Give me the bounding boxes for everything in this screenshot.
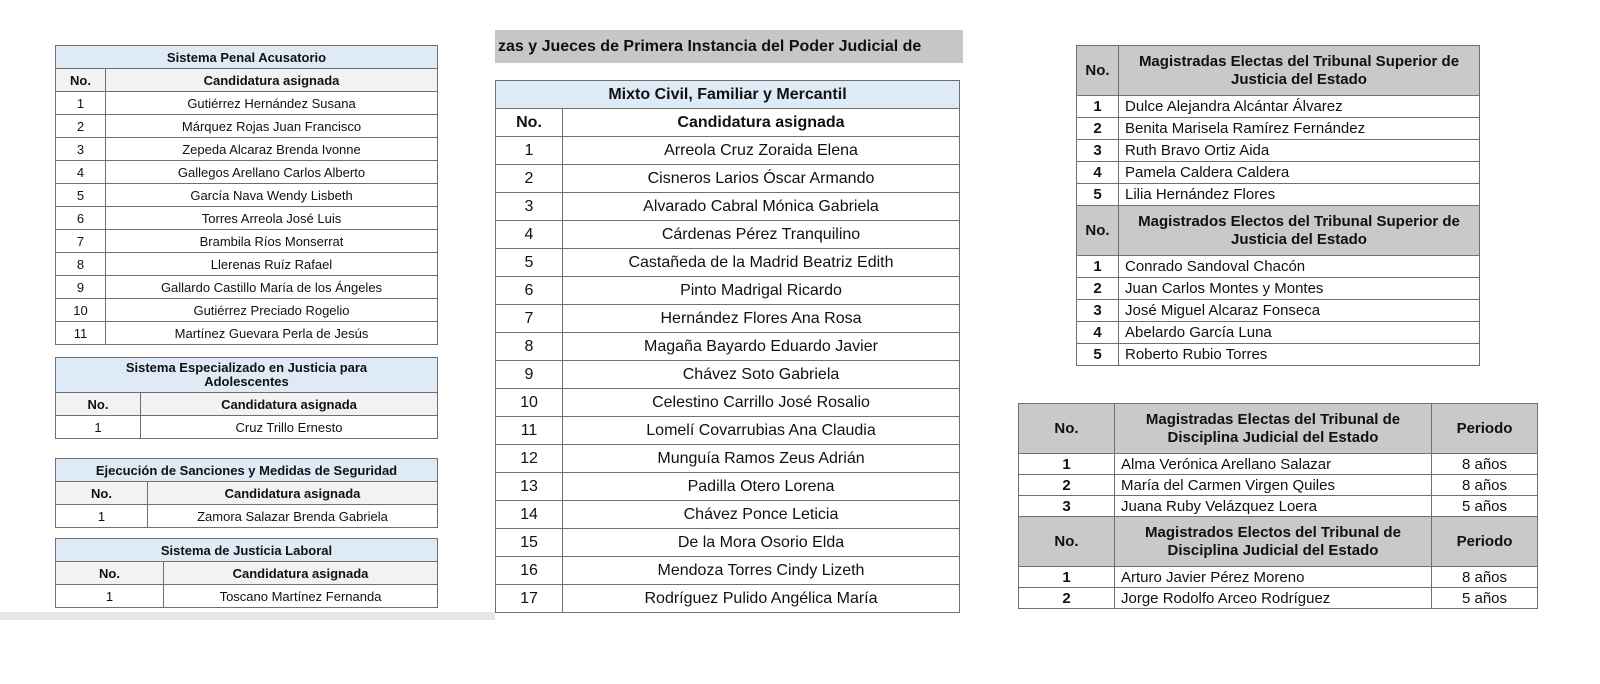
ejecucion-title: Ejecución de Sanciones y Medidas de Seguridad (56, 459, 438, 482)
candidate-name: Chávez Soto Gabriela (563, 361, 960, 389)
row-number: 4 (1077, 162, 1119, 184)
candidate-name: Torres Arreola José Luis (106, 207, 438, 230)
col-name-header: Candidatura asignada (141, 393, 438, 416)
candidate-name: Gallegos Arellano Carlos Alberto (106, 161, 438, 184)
row-number: 16 (496, 557, 563, 585)
candidate-name: María del Carmen Virgen Quiles (1115, 475, 1432, 496)
col-no-header: No. (1077, 46, 1119, 96)
magistradas-tsj-rows (1077, 96, 1480, 206)
candidate-name: Gutiérrez Hernández Susana (106, 92, 438, 115)
table-row (496, 557, 960, 585)
row-number: 10 (496, 389, 563, 417)
candidate-name: Munguía Ramos Zeus Adrián (563, 445, 960, 473)
candidate-name: García Nava Wendy Lisbeth (106, 184, 438, 207)
penal-title: Sistema Penal Acusatorio (56, 46, 438, 69)
magistrados-disciplina-rows (1019, 567, 1538, 609)
table-row (496, 333, 960, 361)
adolescentes-rows (56, 416, 438, 439)
col-no-header: No. (56, 562, 164, 585)
candidate-name: José Miguel Alcaraz Fonseca (1119, 300, 1480, 322)
table-row (496, 137, 960, 165)
row-number: 14 (496, 501, 563, 529)
table-row (1077, 278, 1480, 300)
row-number: 4 (1077, 322, 1119, 344)
magistrados-disciplina-title: Magistrados Electos del Tribunal de Disciplina Judicial del Estado (1115, 517, 1432, 567)
table-row (56, 585, 438, 608)
candidate-name: Juan Carlos Montes y Montes (1119, 278, 1480, 300)
period: 8 años (1432, 454, 1538, 475)
candidate-name: Zepeda Alcaraz Brenda Ivonne (106, 138, 438, 161)
table-row (496, 501, 960, 529)
candidate-name: Pamela Caldera Caldera (1119, 162, 1480, 184)
table-row (56, 416, 438, 439)
period: 8 años (1432, 475, 1538, 496)
candidate-name: Lilia Hernández Flores (1119, 184, 1480, 206)
col-name-header: Candidatura asignada (148, 482, 438, 505)
row-number: 11 (56, 322, 106, 345)
table-row (496, 361, 960, 389)
row-number: 3 (496, 193, 563, 221)
candidate-name: Toscano Martínez Fernanda (164, 585, 438, 608)
candidate-name: Jorge Rodolfo Arceo Rodríguez (1115, 588, 1432, 609)
period: 8 años (1432, 567, 1538, 588)
penal-table (55, 45, 438, 345)
table-row (56, 92, 438, 115)
row-number: 5 (1077, 344, 1119, 366)
table-row (56, 184, 438, 207)
table-row (56, 299, 438, 322)
row-number: 1 (1077, 96, 1119, 118)
table-row (496, 389, 960, 417)
candidate-name: Ruth Bravo Ortiz Aida (1119, 140, 1480, 162)
row-number: 7 (496, 305, 563, 333)
candidate-name: Roberto Rubio Torres (1119, 344, 1480, 366)
table-row (56, 207, 438, 230)
row-number: 3 (1077, 300, 1119, 322)
candidate-name: De la Mora Osorio Elda (563, 529, 960, 557)
table-row (496, 193, 960, 221)
table-row (56, 253, 438, 276)
table-row (56, 505, 438, 528)
table-row (1077, 96, 1480, 118)
col-no-header: No. (496, 109, 563, 137)
col-name-header: Candidatura asignada (563, 109, 960, 137)
row-number: 13 (496, 473, 563, 501)
row-number: 3 (1077, 140, 1119, 162)
table-row (1077, 118, 1480, 140)
candidate-name: Alvarado Cabral Mónica Gabriela (563, 193, 960, 221)
col-no-header: No. (1019, 404, 1115, 454)
row-number: 4 (496, 221, 563, 249)
table-row (1077, 184, 1480, 206)
period: 5 años (1432, 496, 1538, 517)
table-row (496, 249, 960, 277)
candidate-name: Benita Marisela Ramírez Fernández (1119, 118, 1480, 140)
row-number: 9 (56, 276, 106, 299)
table-row (496, 473, 960, 501)
candidate-name: Juana Ruby Velázquez Loera (1115, 496, 1432, 517)
table-row (1077, 344, 1480, 366)
row-number: 8 (496, 333, 563, 361)
adolescentes-table (55, 357, 438, 439)
table-row (56, 230, 438, 253)
magistrados-tsj-rows (1077, 256, 1480, 366)
table-row (1019, 475, 1538, 496)
row-number: 5 (56, 184, 106, 207)
row-number: 1 (56, 416, 141, 439)
candidate-name: Llerenas Ruíz Rafael (106, 253, 438, 276)
table-row (496, 305, 960, 333)
mixto-table (495, 80, 960, 613)
row-number: 2 (1077, 278, 1119, 300)
laboral-table (55, 538, 438, 608)
row-number: 3 (56, 138, 106, 161)
candidate-name: Chávez Ponce Leticia (563, 501, 960, 529)
ejecucion-rows (56, 505, 438, 528)
col-no-header: No. (56, 393, 141, 416)
row-number: 6 (56, 207, 106, 230)
row-number: 2 (56, 115, 106, 138)
table-row (1077, 256, 1480, 278)
tsj-table (1076, 45, 1480, 366)
table-row (1077, 140, 1480, 162)
table-row (56, 161, 438, 184)
row-number: 5 (1077, 184, 1119, 206)
mixto-rows (496, 137, 960, 613)
col-name-header: Candidatura asignada (106, 69, 438, 92)
row-number: 3 (1019, 496, 1115, 517)
col-no-header: No. (1077, 206, 1119, 256)
table-row (1077, 162, 1480, 184)
table-row (1019, 454, 1538, 475)
row-number: 15 (496, 529, 563, 557)
candidate-name: Martínez Guevara Perla de Jesús (106, 322, 438, 345)
magistradas-disciplina-rows (1019, 454, 1538, 517)
laboral-rows (56, 585, 438, 608)
row-number: 1 (496, 137, 563, 165)
candidate-name: Rodríguez Pulido Angélica María (563, 585, 960, 613)
col-name-header: Candidatura asignada (164, 562, 438, 585)
table-row (1077, 300, 1480, 322)
row-number: 12 (496, 445, 563, 473)
candidate-name: Cisneros Larios Óscar Armando (563, 165, 960, 193)
candidate-name: Lomelí Covarrubias Ana Claudia (563, 417, 960, 445)
table-row (496, 529, 960, 557)
penal-rows (56, 92, 438, 345)
table-row (56, 276, 438, 299)
row-number: 1 (1077, 256, 1119, 278)
candidate-name: Conrado Sandoval Chacón (1119, 256, 1480, 278)
col-no-header: No. (56, 69, 106, 92)
magistrados-tsj-title: Magistrados Electos del Tribunal Superior de Justicia del Estado (1119, 206, 1480, 256)
row-number: 10 (56, 299, 106, 322)
candidate-name: Brambila Ríos Monserrat (106, 230, 438, 253)
candidate-name: Márquez Rojas Juan Francisco (106, 115, 438, 138)
row-number: 17 (496, 585, 563, 613)
laboral-title: Sistema de Justicia Laboral (56, 539, 438, 562)
divider (0, 612, 495, 620)
col-no-header: No. (1019, 517, 1115, 567)
table-row (496, 165, 960, 193)
row-number: 11 (496, 417, 563, 445)
candidate-name: Cárdenas Pérez Tranquilino (563, 221, 960, 249)
row-number: 1 (56, 505, 148, 528)
candidate-name: Castañeda de la Madrid Beatriz Edith (563, 249, 960, 277)
table-row (496, 277, 960, 305)
magistradas-tsj-title: Magistradas Electas del Tribunal Superior de Justicia del Estado (1119, 46, 1480, 96)
row-number: 2 (496, 165, 563, 193)
row-number: 1 (56, 585, 164, 608)
candidate-name: Arturo Javier Pérez Moreno (1115, 567, 1432, 588)
row-number: 1 (56, 92, 106, 115)
table-row (1077, 322, 1480, 344)
table-row (496, 417, 960, 445)
row-number: 7 (56, 230, 106, 253)
table-row (496, 585, 960, 613)
candidate-name: Pinto Madrigal Ricardo (563, 277, 960, 305)
row-number: 6 (496, 277, 563, 305)
disciplina-table (1018, 403, 1538, 609)
candidate-name: Padilla Otero Lorena (563, 473, 960, 501)
row-number: 1 (1019, 567, 1115, 588)
col-period-header: Periodo (1432, 404, 1538, 454)
period: 5 años (1432, 588, 1538, 609)
table-row (56, 115, 438, 138)
row-number: 4 (56, 161, 106, 184)
candidate-name: Cruz Trillo Ernesto (141, 416, 438, 439)
col-period-header: Periodo (1432, 517, 1538, 567)
candidate-name: Hernández Flores Ana Rosa (563, 305, 960, 333)
table-row (496, 221, 960, 249)
magistradas-disciplina-title: Magistradas Electas del Tribunal de Disciplina Judicial del Estado (1115, 404, 1432, 454)
candidate-name: Zamora Salazar Brenda Gabriela (148, 505, 438, 528)
row-number: 5 (496, 249, 563, 277)
table-row (56, 138, 438, 161)
table-row (1019, 588, 1538, 609)
row-number: 2 (1019, 588, 1115, 609)
candidate-name: Gallardo Castillo María de los Ángeles (106, 276, 438, 299)
row-number: 1 (1019, 454, 1115, 475)
candidate-name: Mendoza Torres Cindy Lizeth (563, 557, 960, 585)
row-number: 9 (496, 361, 563, 389)
candidate-name: Alma Verónica Arellano Salazar (1115, 454, 1432, 475)
candidate-name: Gutiérrez Preciado Rogelio (106, 299, 438, 322)
table-row (1019, 496, 1538, 517)
ejecucion-table (55, 458, 438, 528)
table-row (1019, 567, 1538, 588)
candidate-name: Celestino Carrillo José Rosalio (563, 389, 960, 417)
row-number: 2 (1077, 118, 1119, 140)
candidate-name: Magaña Bayardo Eduardo Javier (563, 333, 960, 361)
candidate-name: Abelardo García Luna (1119, 322, 1480, 344)
table-row (496, 445, 960, 473)
row-number: 2 (1019, 475, 1115, 496)
candidate-name: Dulce Alejandra Alcántar Álvarez (1119, 96, 1480, 118)
table-row (56, 322, 438, 345)
section-header-strip: zas y Jueces de Primera Instancia del Poder Judicial de (495, 30, 963, 63)
adolescentes-title: Sistema Especializado en Justicia para Adolescentes (56, 358, 438, 393)
row-number: 8 (56, 253, 106, 276)
candidate-name: Arreola Cruz Zoraida Elena (563, 137, 960, 165)
mixto-title: Mixto Civil, Familiar y Mercantil (496, 81, 960, 109)
col-no-header: No. (56, 482, 148, 505)
